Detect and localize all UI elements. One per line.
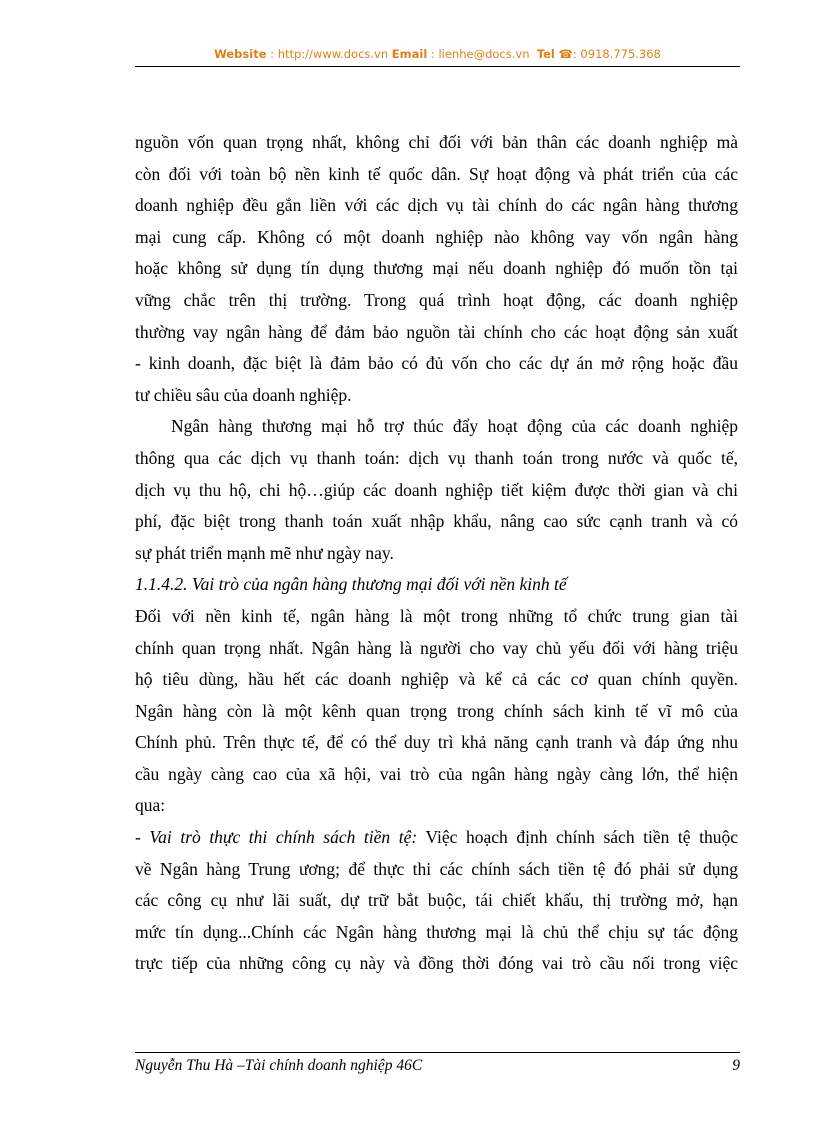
paragraph-line: mức tín dụng...Chính các Ngân hàng thương mại là chủ thể chịu sự tác động: [135, 921, 738, 942]
bullet-text: Việc hoạch định chính sách tiền tệ thuộc: [417, 827, 738, 848]
footer-author: Nguyễn Thu Hà –Tài chính doanh nghiệp 46C: [135, 1057, 423, 1074]
document-body: [135, 127, 738, 980]
paragraph-line: vững chắc trên thị trường. Trong quá trình hoạt động, các doanh nghiệp: [135, 289, 738, 310]
paragraph-line: - kinh doanh, đặc biệt là đảm bảo có đủ vốn cho các dự án mở rộng hoặc đầu: [135, 353, 738, 374]
website-label: Website: [214, 47, 267, 61]
tel-label: Tel: [536, 47, 555, 61]
header-divider: [135, 66, 740, 67]
email-separator: :: [427, 47, 439, 61]
paragraph-line: doanh nghiệp đều gắn liền với các dịch vụ tài chính do các ngân hàng thương: [135, 195, 738, 216]
email-address: lienhe@docs.vn: [438, 47, 530, 61]
paragraph-line: dịch vụ thu hộ, chi hộ…giúp các doanh nghiệp tiết kiệm được thời gian và chi: [135, 479, 738, 500]
paragraph-line: tư chiều sâu của doanh nghiệp.: [135, 384, 352, 405]
paragraph-line: qua:: [135, 795, 166, 816]
paragraph-line: Chính phủ. Trên thực tế, để có thể duy trì khả năng cạnh tranh và đáp ứng nhu: [135, 732, 738, 753]
footer-divider: [135, 1052, 740, 1053]
paragraph-line: nguồn vốn quan trọng nhất, không chỉ đối với bản thân các doanh nghiệp mà: [135, 132, 738, 152]
paragraph-line: về Ngân hàng Trung ương; để thực thi các chính sách tiền tệ đó phải sử dụng: [135, 858, 738, 879]
paragraph-line: thường vay ngân hàng để đảm bảo nguồn tài chính cho các hoạt động sản xuất: [135, 321, 738, 342]
email-label: Email: [391, 47, 428, 61]
page-number: 9: [732, 1057, 740, 1074]
website-separator: :: [266, 47, 278, 61]
website-url: http://www.docs.vn: [277, 47, 389, 61]
paragraph-line: sự phát triển mạnh mẽ như ngày nay.: [135, 542, 394, 563]
paragraph-line: phí, đặc biệt trong thanh toán xuất nhập khẩu, nâng cao sức cạnh tranh và có: [135, 511, 738, 532]
phone-number: : 0918.775.368: [572, 47, 661, 61]
paragraph-line: còn đối với toàn bộ nền kinh tế quốc dân. Sự hoạt động và phát triển của các: [135, 163, 738, 184]
bullet-dash: -: [135, 827, 150, 848]
paragraph-line: chính quan trọng nhất. Ngân hàng là người cho vay chủ yếu đối với hàng triệu: [135, 637, 738, 658]
section-heading: 1.1.4.2. Vai trò của ngân hàng thương mại đối với nền kinh tế: [135, 574, 567, 595]
paragraph-line: hoặc không sử dụng tín dụng thương mại nếu doanh nghiệp đó muốn tồn tại: [135, 258, 738, 279]
paragraph-line: cầu ngày càng cao của xã hội, vai trò của ngân hàng ngày càng lớn, thể hiện: [135, 763, 738, 784]
paragraph-line: mại cung cấp. Không có một doanh nghiệp nào không vay vốn ngân hàng: [135, 226, 738, 247]
page-header: [135, 47, 740, 61]
bullet-line: [135, 822, 738, 854]
paragraph-line: trực tiếp của những công cụ này và đồng thời đóng vai trò cầu nối trong việc: [135, 953, 738, 974]
bullet-title: Vai trò thực thi chính sách tiền tệ:: [149, 827, 418, 848]
paragraph-line: thông qua các dịch vụ thanh toán: dịch vụ thanh toán trong nước và quốc tế,: [135, 447, 738, 468]
paragraph-line: các công cụ như lãi suất, dự trữ bắt buộc, tái chiết khấu, thị trường mở, hạn: [135, 890, 738, 911]
paragraph-line: hộ tiêu dùng, hầu hết các doanh nghiệp và kể cả các cơ quan chính quyền.: [135, 669, 738, 690]
paragraph-line: Đối với nền kinh tế, ngân hàng là một trong những tổ chức trung gian tài: [135, 605, 738, 626]
paragraph-line: Ngân hàng thương mại hỗ trợ thúc đẩy hoạt động của các doanh nghiệp: [171, 416, 738, 437]
phone-icon: ☎: [558, 47, 573, 61]
paragraph-line: Ngân hàng còn là một kênh quan trọng trong chính sách kinh tế vĩ mô của: [135, 700, 738, 721]
